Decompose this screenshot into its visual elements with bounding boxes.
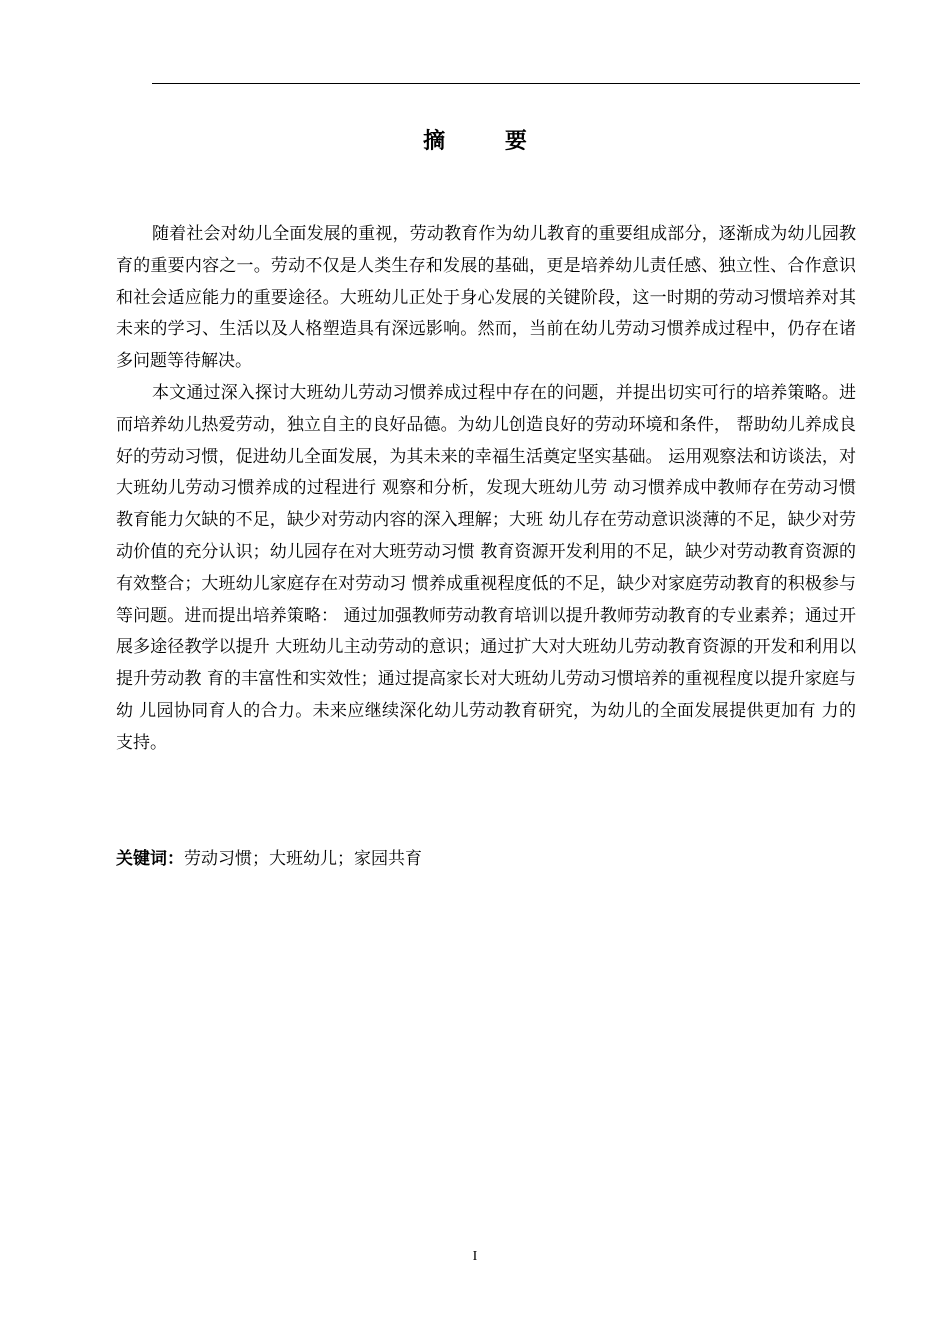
abstract-paragraph-1: 随着社会对幼儿全面发展的重视，劳动教育作为幼儿教育的重要组成部分，逐渐成为幼儿园教育的重要内容之一。劳动不仅是人类生存和发展的基础，更是培养幼儿责任感、独立性、合作意识和社会适应能力的重要途径。大班幼儿正处于身心发展的关键阶段，这一时期的劳动习惯培养对其未来的学习、生活以及人格塑造具有深远影响。然而，当前在幼儿劳动习惯养成过程中，仍存在诸多问题等待解决。 — [116, 224, 856, 372]
abstract-paragraph-2: 本文通过深入探讨大班幼儿劳动习惯养成过程中存在的问题，并提出切实可行的培养策略。进而培养幼儿热爱劳动，独立自主的良好品德。为幼儿创造良好的劳动环境和条件， 帮助幼儿养成良好的劳动习惯，促进幼儿全面发展，为其未来的幸福生活奠定坚实基础。 运用观察法和访谈法，对大班幼儿劳动习惯养成的过程进行 观察和分析，发现大班幼儿劳 动习惯养成中教师存在劳动习惯教育能力欠缺的不足，缺少对劳动内容的深入理解；大班 幼儿存在劳动意识淡薄的不足，缺少对劳动价值的充分认识；幼儿园存在对大班劳动习惯 教育资源开发利用的不足，缺少对劳动教育资源的有效整合；大班幼儿家庭存在对劳动习 惯养成重视程度低的不足，缺少对家庭劳动教育的积极参与等问题。进而提出培养策略： 通过加强教师劳动教育培训以提升教师劳动教育的专业素养；通过开展多途径教学以提升 大班幼儿主动劳动的意识；通过扩大对大班幼儿劳动教育资源的开发和利用以提升劳动教 育的丰富性和实效性；通过提高家长对大班幼儿劳动习惯培养的重视程度以提升家庭与幼 儿园协同育人的合力。未来应继续深化幼儿劳动教育研究，为幼儿的全面发展提供更加有 力的支持。 — [116, 382, 856, 753]
abstract-body — [116, 219, 856, 760]
page-number: I — [472, 1249, 478, 1264]
abstract-title: 摘 要 — [423, 129, 553, 154]
keywords-value: 劳动习惯；大班幼儿；家园共育 — [184, 849, 422, 869]
keywords-line — [116, 844, 422, 874]
header-rule — [152, 83, 860, 84]
keywords-label: 关键词： — [116, 849, 184, 869]
